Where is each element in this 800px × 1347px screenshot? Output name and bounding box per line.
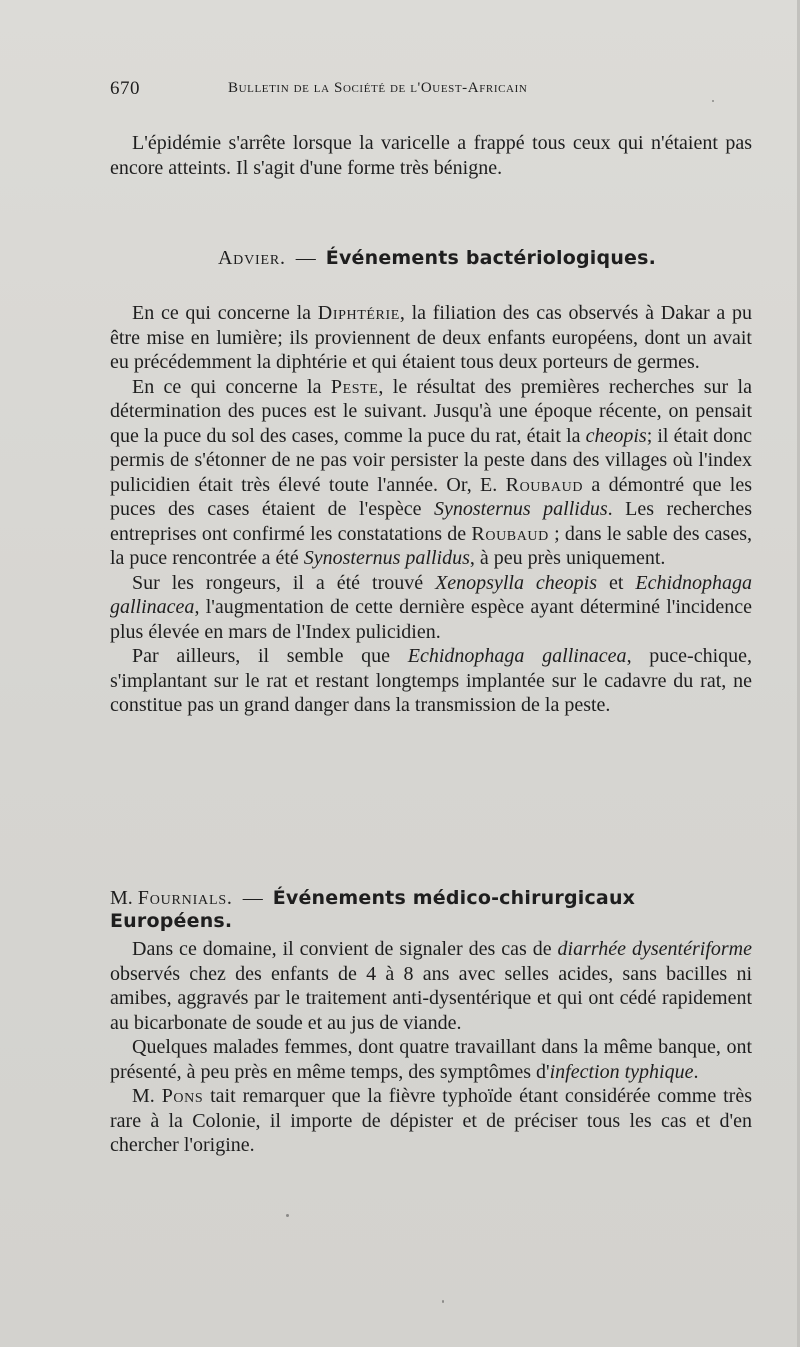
section-author: Fournials.	[137, 887, 233, 909]
paragraph-plague: En ce qui concerne la Peste, le résultat des premières recherches sur la détermination des puces est le suivant. Jusqu'à une époque récente, on pensait que la puce du sol des cases, comme la puce du rat, était la cheopis; il était donc permis de s'étonner de ne pas voir persister la peste dans des villages où l'index pulicidien était très élevé toute l'année. Or, E. Roubaud a démontré que les puces des cases étaient de l'espèce Synosternus pallidus. Les recherches entreprises ont confirmé les constatations de Roubaud ; dans le sable des cases, la puce rencontrée a été Synosternus pallidus, à peu près uniquement.	[110, 375, 752, 569]
em-dash: —	[242, 887, 263, 909]
paper-speck	[712, 100, 714, 102]
intro-block	[110, 131, 752, 180]
section-body-bacteriological	[110, 301, 752, 718]
paper-speck	[286, 1214, 289, 1217]
paragraph-diphtheria: En ce qui concerne la Diphtérie, la filiation des cas observés à Dakar a pu être mise en lumière; ils proviennent de deux enfants européens, dont un avait eu précédemment la diphtérie et qui étaient tous deux porteurs de germes.	[110, 302, 752, 373]
page-number: 670	[110, 78, 140, 99]
paragraph-typhoid-infection: Quelques malades femmes, dont quatre travaillant dans la même banque, ont présenté, à peu près en même temps, des symptômes d'infection typhique.	[110, 1036, 752, 1083]
running-title: Bulletin de la Société de l'Ouest-Africain	[228, 80, 528, 96]
section-title: Événements bactériologiques.	[325, 247, 657, 269]
em-dash: —	[295, 247, 316, 269]
paragraph-echidnophaga: Par ailleurs, il semble que Echidnophaga gallinacea, puce-chique, s'implantant sur le rat et restant longtemps implantée sur le cadavre du rat, ne constitue pas un grand danger dans la transmission de la peste.	[110, 645, 753, 716]
paragraph-rodents: Sur les rongeurs, il a été trouvé Xenopsylla cheopis et Echidnophaga gallinacea, l'augmentation de cette dernière espèce ayant déterminé l'incidence plus élevée en mars de l'Index pulicidien.	[110, 571, 753, 643]
page-header	[110, 78, 750, 102]
paragraph-pons: M. Pons tait remarquer que la fièvre typhoïde étant considérée comme très rare à la Colonie, il importe de dépister et de préciser tous les cas et d'en chercher l'origine.	[110, 1085, 752, 1156]
section-title: Événements médico-chirurgicaux Européens.	[110, 887, 636, 932]
section-heading-bacteriological	[110, 247, 752, 270]
paragraph-diarrhea: Dans ce domaine, il convient de signaler des cas de diarrhée dysentériforme observés chez des enfants de 4 à 8 ans avec selles acides, sans bacilles ni amibes, aggravés par le traitement anti-dysentérique et qui ont cédé rapidement au bicarbonate de soude et au jus de viande.	[110, 938, 752, 1034]
section-body-medical-surgical	[110, 937, 752, 1158]
paragraph: L'épidémie s'arrête lorsque la varicelle a frappé tous ceux qui n'étaient pas encore atteints. Il s'agit d'une forme très bénigne.	[110, 132, 752, 179]
section-author: Advier.	[217, 247, 286, 269]
paper-speck	[442, 1300, 444, 1303]
section-heading-medical-surgical	[110, 887, 752, 933]
author-prefix: M.	[110, 887, 138, 909]
